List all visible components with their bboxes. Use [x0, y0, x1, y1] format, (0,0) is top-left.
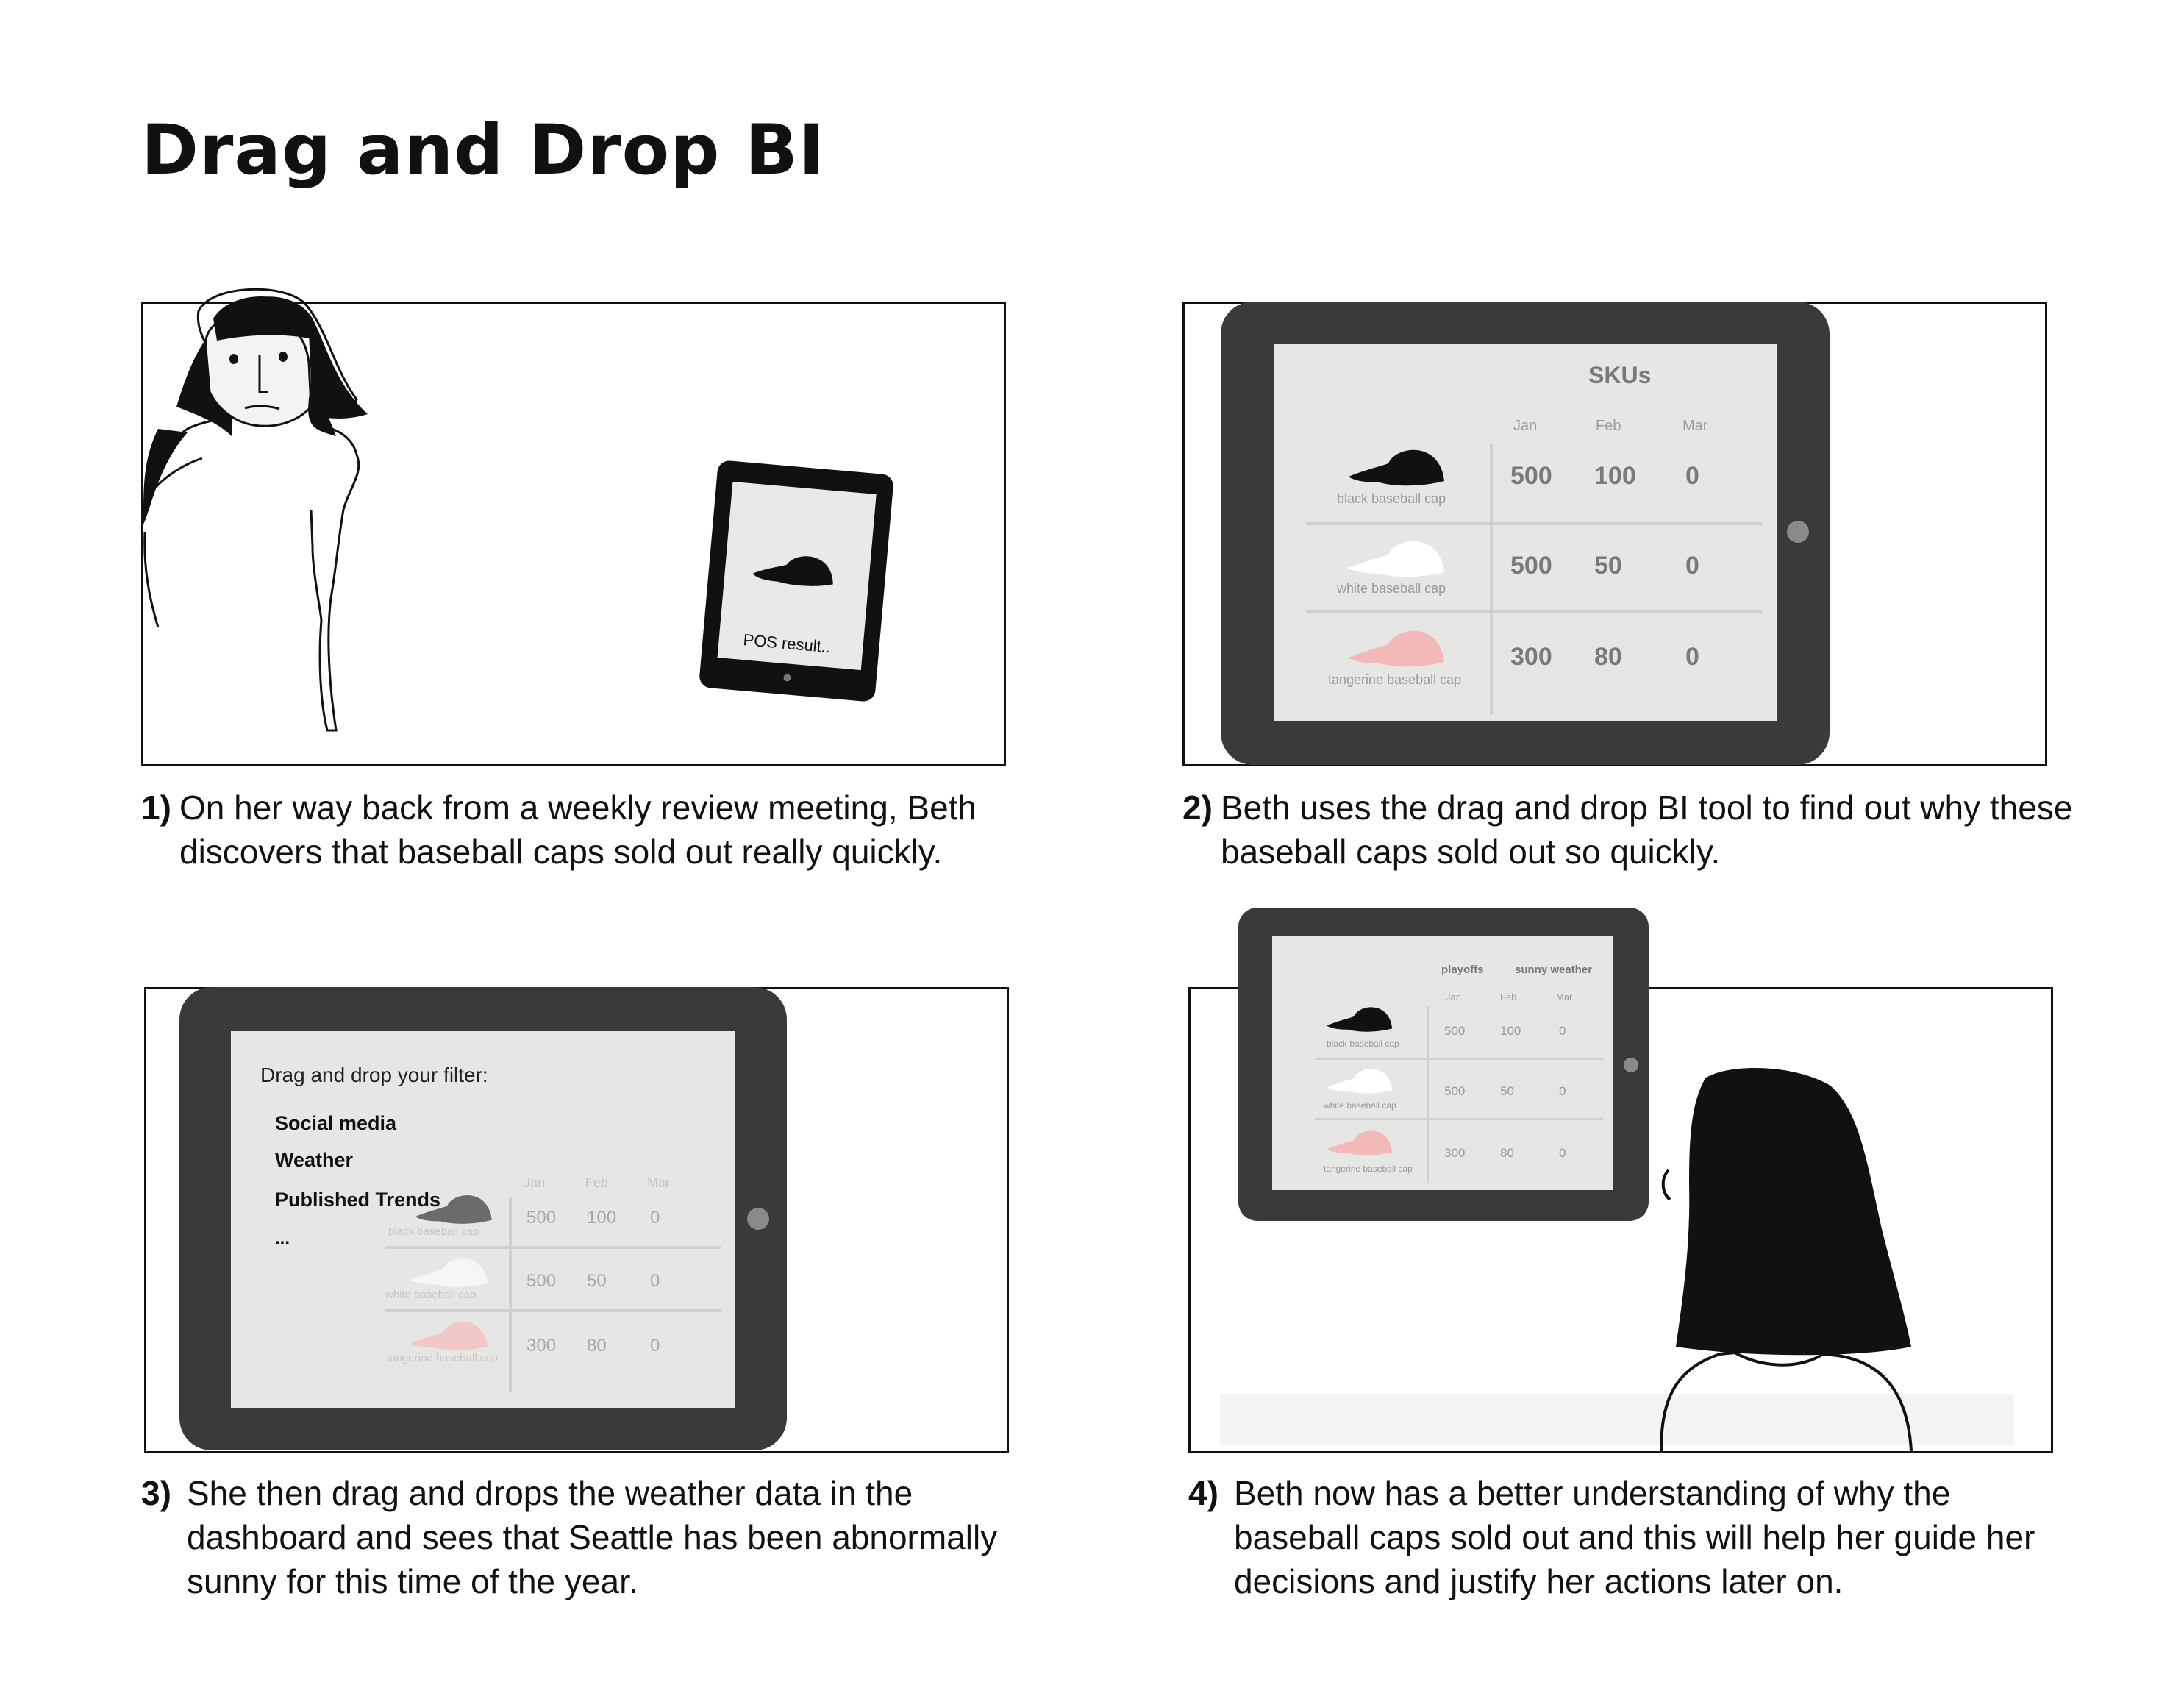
row-label: black baseball cap [1327, 1039, 1399, 1049]
month-mar: Mar [647, 1175, 670, 1190]
filter-prompt: Drag and drop your filter: [260, 1064, 488, 1086]
caption-3 [141, 1471, 1024, 1603]
month-mar: Mar [1556, 991, 1573, 1003]
cell-value: 50 [587, 1271, 607, 1291]
panel-1 [141, 302, 1006, 766]
row-label: white baseball cap [385, 1289, 477, 1301]
pos-result-text: POS result.. [742, 630, 832, 657]
page-title: Drag and Drop BI [141, 110, 825, 190]
cell-value: 500 [527, 1208, 557, 1228]
cell-value: 100 [587, 1208, 617, 1228]
tablet-2 [1221, 302, 1830, 765]
home-button [1787, 521, 1809, 543]
column-header: playoffs [1441, 964, 1484, 976]
screen-4 [1272, 936, 1613, 1190]
caption-2-number: 2) [1182, 788, 1213, 827]
skus-title: SKUs [1588, 362, 1652, 388]
cell-value: 100 [1594, 462, 1636, 490]
baseball-cap-icon [1344, 531, 1447, 583]
woman-figure-icon [143, 289, 386, 764]
cell-value: 500 [1444, 1024, 1466, 1038]
cell-value: 80 [1500, 1146, 1514, 1160]
woman-back-figure-icon [1617, 1067, 1955, 1451]
cell-value: 80 [587, 1336, 607, 1356]
caption-3-number: 3) [141, 1474, 171, 1512]
pos-tablet [699, 460, 894, 702]
tablet-4 [1238, 908, 1649, 1221]
row-label: white baseball cap [1324, 1100, 1396, 1111]
month-jan: Jan [524, 1175, 546, 1190]
row-label: tangerine baseball cap [387, 1352, 498, 1364]
column-header: sunny weather [1515, 964, 1593, 976]
row-label: black baseball cap [388, 1225, 479, 1238]
row-label: black baseball cap [1337, 491, 1446, 506]
cell-value: 300 [1444, 1146, 1466, 1160]
cell-value: 0 [1685, 462, 1699, 490]
baseball-cap-icon [748, 544, 840, 596]
baseball-cap-icon [1324, 1000, 1394, 1036]
month-feb: Feb [1596, 418, 1621, 434]
cell-value: 0 [1559, 1084, 1566, 1098]
filter-item[interactable]: Published Trends [275, 1189, 441, 1211]
cell-value: 500 [1444, 1084, 1466, 1098]
row-label: tangerine baseball cap [1324, 1164, 1413, 1174]
filter-item: ... [275, 1228, 290, 1248]
baseball-cap-icon [407, 1250, 490, 1292]
cell-value: 0 [1559, 1024, 1566, 1038]
screen-2 [1274, 344, 1777, 721]
cell-value: 500 [1510, 552, 1552, 580]
caption-1-number: 1) [141, 788, 171, 827]
cell-value: 0 [650, 1336, 660, 1356]
cell-value: 300 [1510, 643, 1552, 671]
caption-1 [141, 786, 1060, 874]
baseball-cap-icon [1344, 440, 1447, 491]
home-button [1624, 1058, 1638, 1072]
baseball-cap-icon [407, 1314, 490, 1355]
baseball-cap-icon [1324, 1062, 1394, 1097]
cell-value: 300 [527, 1336, 557, 1356]
baseball-cap-icon [1324, 1124, 1394, 1159]
tablet-3 [179, 987, 787, 1450]
cell-value: 500 [1510, 462, 1552, 490]
caption-2-text: Beth uses the drag and drop BI tool to find out why these baseball caps sold out so quickly. [1221, 788, 2073, 871]
cell-value: 0 [650, 1208, 660, 1228]
cell-value: 0 [650, 1271, 660, 1291]
cell-value: 50 [1500, 1084, 1514, 1098]
month-jan: Jan [1513, 418, 1538, 434]
month-feb: Feb [585, 1175, 609, 1190]
baseball-cap-icon [1344, 621, 1447, 672]
caption-4-text: Beth now has a better understanding of why the baseball caps sold out and this will help her guide her decisions and justify her actions later on. [1234, 1474, 2035, 1600]
filter-item[interactable]: Social media [275, 1112, 397, 1134]
caption-4 [1188, 1471, 2071, 1603]
screen-3 [231, 1031, 735, 1408]
caption-2 [1182, 786, 2102, 874]
caption-1-text: On her way back from a weekly review meeting, Beth discovers that baseball caps sold out really quickly. [179, 788, 977, 871]
month-jan: Jan [1446, 991, 1461, 1003]
cell-value: 80 [1594, 643, 1622, 671]
month-mar: Mar [1682, 418, 1708, 434]
cell-value: 0 [1685, 643, 1699, 671]
caption-3-text: She then drag and drops the weather data in the dashboard and sees that Seattle has been abnormally sunny for this time of the year. [187, 1474, 998, 1600]
home-button [747, 1208, 769, 1230]
cell-value: 0 [1685, 552, 1699, 580]
row-label: tangerine baseball cap [1328, 672, 1462, 687]
month-feb: Feb [1500, 991, 1517, 1003]
cell-value: 500 [527, 1271, 557, 1291]
filter-item[interactable]: Weather [275, 1149, 354, 1171]
cell-value: 0 [1559, 1146, 1566, 1160]
cell-value: 100 [1500, 1024, 1521, 1038]
caption-4-number: 4) [1188, 1474, 1218, 1512]
row-label: white baseball cap [1337, 581, 1446, 596]
cell-value: 50 [1594, 552, 1622, 580]
